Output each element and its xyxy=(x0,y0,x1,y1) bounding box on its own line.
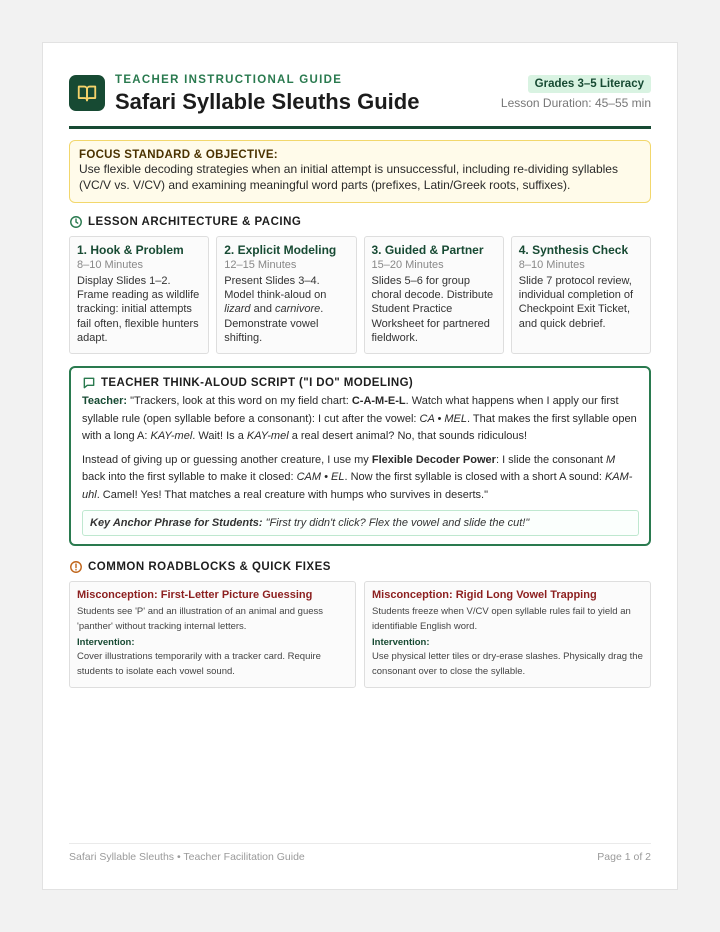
card-title: 4. Synthesis Check xyxy=(518,243,629,257)
roadblock-card xyxy=(69,581,356,688)
misconception-text: Students see 'P' and an illustration of an animal and guess 'panther' without tracking internal letters. xyxy=(77,606,324,632)
pacing-card xyxy=(364,236,504,354)
pacing-cards xyxy=(69,236,651,354)
pacing-card xyxy=(69,236,209,354)
focus-text: Use flexible decoding strategies when an initial attempt is unsuccessful, including re-dividing syllables (VC/V vs. V/CV) and examining meaningful word parts (prefixes, Latin/Greek roots, suffixes). xyxy=(79,162,618,192)
card-body: Display Slides 1–2. Frame reading as wildlife tracking: initial attempts fail often, flexible hunters adapt. xyxy=(77,275,200,344)
intervention-text: Use physical letter tiles or dry-erase slashes. Physically drag the consonant over to close the syllable. xyxy=(372,651,643,677)
clock-icon xyxy=(69,215,83,229)
anchor-phrase-box: Key Anchor Phrase for Students: "First try didn't click? Flex the vowel and slide the cut!" xyxy=(82,510,639,536)
script-heading xyxy=(82,376,639,390)
card-body: Present Slides 3–4. Model think-aloud on lizard and carnivore. Demonstrate vowel shifting. xyxy=(224,275,327,344)
card-time: 15–20 Minutes xyxy=(371,259,444,271)
pacing-card xyxy=(511,236,651,354)
roadblocks-title: COMMON ROADBLOCKS & QUICK FIXES xyxy=(88,561,331,573)
card-time: 8–10 Minutes xyxy=(518,259,585,271)
intervention-label: Intervention: xyxy=(77,637,135,648)
grade-badge: Grades 3–5 Literacy xyxy=(528,75,651,93)
architecture-title: LESSON ARCHITECTURE & PACING xyxy=(88,216,302,228)
lesson-duration: Lesson Duration: 45–55 min xyxy=(500,96,651,110)
guide-kicker: TEACHER INSTRUCTIONAL GUIDE xyxy=(115,74,343,86)
misconception-title: Misconception: First-Letter Picture Guessing xyxy=(77,589,313,601)
footer-title: Safari Syllable Sleuths • Teacher Facilitation Guide xyxy=(69,851,305,863)
card-body: Slide 7 protocol review, individual completion of Checkpoint Exit Ticket, and quick debrief. xyxy=(518,275,634,330)
misconception-title: Misconception: Rigid Long Vowel Trapping xyxy=(372,589,597,601)
page-header xyxy=(69,73,651,129)
intervention-text: Cover illustrations temporarily with a tracker card. Require students to isolate each vowel sound. xyxy=(77,651,321,677)
alert-circle-icon xyxy=(69,560,83,574)
roadblock-cards xyxy=(69,581,651,688)
script-title: TEACHER THINK-ALOUD SCRIPT ("I DO" MODELING) xyxy=(101,377,414,389)
misconception-text: Students freeze when V/CV open syllable rules fail to yield an identifiable English word. xyxy=(372,606,631,632)
focus-standard-box xyxy=(69,140,651,203)
script-paragraph: Instead of giving up or guessing another creature, I use my Flexible Decoder Power: I slide the consonant M back into the first syllable to make it closed: CAM • EL. Now the first syllable is closed with a short A sound: KAM-uhl. Camel! Yes! That matches a real creature with humps who survives in deserts." xyxy=(82,453,633,501)
page-content xyxy=(69,73,651,688)
focus-label: FOCUS STANDARD & OBJECTIVE: xyxy=(79,149,278,161)
speech-bubble-icon xyxy=(82,376,96,390)
card-time: 8–10 Minutes xyxy=(77,259,144,271)
card-body: Slides 5–6 for group choral decode. Distribute Student Practice Worksheet for partnered fieldwork. xyxy=(371,275,494,344)
open-book-icon xyxy=(69,75,105,111)
page-number: Page 1 of 2 xyxy=(597,851,651,863)
card-title: 2. Explicit Modeling xyxy=(224,243,337,257)
card-title: 1. Hook & Problem xyxy=(77,243,184,257)
think-aloud-script-box xyxy=(69,366,651,546)
script-paragraph: Teacher: "Trackers, look at this word on my field chart: C-A-M-E-L. Watch what happens when I apply our first syllable rule (open syllable before a consonant): I cut after the vowel: CA • MEL. That makes the first syllable open with a long A: KAY-mel. Wait! Is a KAY-mel a real desert animal? No, that sounds ridiculous! xyxy=(82,395,637,442)
intervention-label: Intervention: xyxy=(372,637,430,648)
card-time: 12–15 Minutes xyxy=(224,259,297,271)
architecture-heading xyxy=(69,214,651,230)
roadblocks-heading xyxy=(69,559,651,575)
pacing-card xyxy=(216,236,356,354)
page-footer xyxy=(69,843,651,863)
guide-page xyxy=(42,42,678,890)
roadblock-card xyxy=(364,581,651,688)
card-title: 3. Guided & Partner xyxy=(371,243,484,257)
page-title: Safari Syllable Sleuths Guide xyxy=(115,89,420,114)
